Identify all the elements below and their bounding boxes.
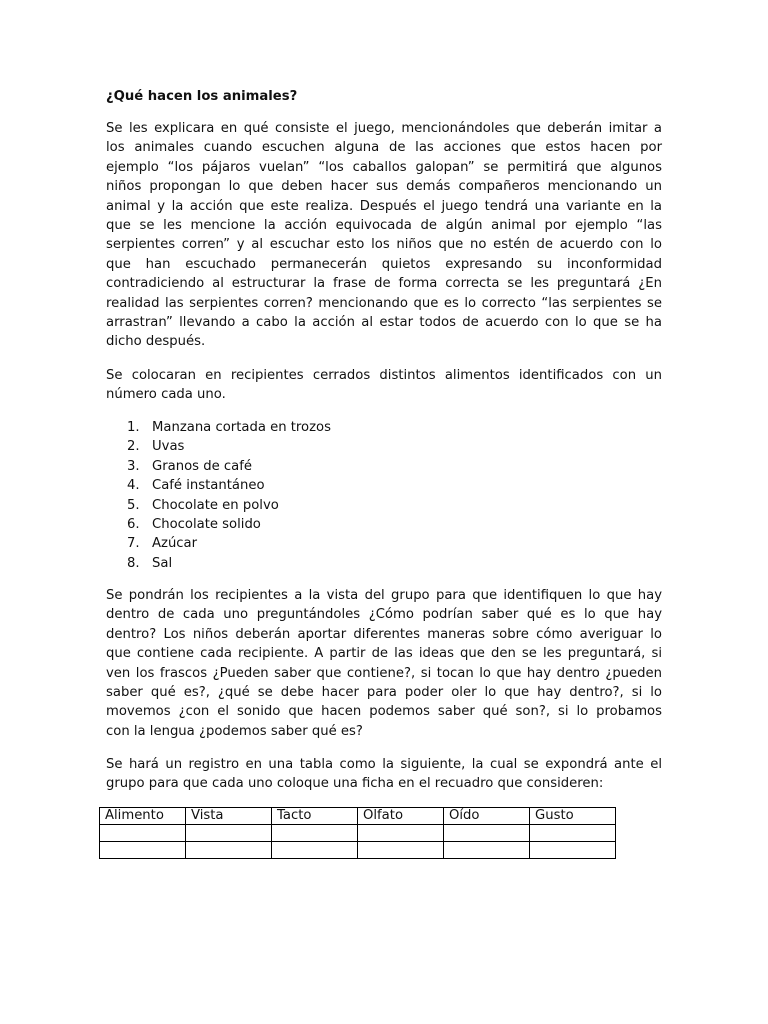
text-line: realidad las serpientes corren? mencionando que es lo correcto “las serpientes se	[106, 295, 662, 311]
table-cell	[358, 842, 444, 859]
table-cell	[444, 842, 530, 859]
text-line: animal y la acción que este realiza. Después el juego tendrá una variante en la	[106, 198, 662, 214]
table-row	[100, 825, 616, 842]
text-line: Se colocaran en recipientes cerrados distintos alimentos identificados con un	[106, 368, 662, 383]
table-cell	[358, 825, 444, 842]
list-item	[127, 554, 331, 573]
list-number: 4.	[127, 478, 140, 494]
text-line: grupo para que cada uno coloque una ficha en el recuadro que consideren:	[106, 776, 604, 792]
list-item	[127, 515, 331, 534]
text-line: Se pondrán los recipientes a la vista del grupo para que identifiquen lo que hay	[106, 588, 662, 603]
table-cell	[444, 825, 530, 842]
paragraph-identify	[106, 586, 662, 741]
text-line: Se hará un registro en una tabla como la siguiente, la cual se expondrá ante el	[106, 757, 662, 772]
list-text: Sal	[152, 555, 173, 571]
list-item	[127, 476, 331, 495]
table-header-cell: Tacto	[272, 808, 358, 825]
text-line: los animales cuando escuchen alguna de las acciones que estos hacen por	[106, 140, 662, 156]
table-cell	[530, 842, 616, 859]
list-number: 3.	[127, 458, 140, 474]
registry-table	[99, 807, 616, 859]
page-title: ¿Qué hacen los animales?	[106, 89, 298, 104]
table-header-row	[100, 808, 616, 825]
list-number: 8.	[127, 555, 140, 571]
list-item	[127, 418, 331, 437]
paragraph-register	[106, 755, 662, 794]
list-text: Chocolate solido	[152, 516, 261, 532]
table-cell	[530, 825, 616, 842]
list-item	[127, 457, 331, 476]
text-line: que se les mencione la acción equivocada de algún animal por ejemplo “las	[106, 217, 662, 233]
text-line: serpientes corren” y al escuchar esto los niños que no estén de acuerdo con lo	[106, 237, 662, 253]
list-number: 6.	[127, 516, 140, 532]
text-line: ven los frascos ¿Pueden saber que contiene?, si tocan lo que hay dentro ¿pueden	[106, 665, 662, 681]
list-item	[127, 437, 331, 456]
list-number: 1.	[127, 420, 140, 435]
list-text: Chocolate en polvo	[152, 497, 279, 513]
text-line: dicho después.	[106, 334, 206, 350]
list-number: 7.	[127, 536, 140, 552]
text-line: niños propongan lo que deben hacer sus demás compañeros mencionando un	[106, 179, 662, 195]
list-text: Café instantáneo	[152, 478, 265, 494]
list-text: Manzana cortada en trozos	[152, 420, 331, 435]
list-item	[127, 534, 331, 553]
text-line: dentro? Los niños deberán aportar diferentes maneras sobre cómo averiguar lo	[106, 626, 662, 642]
table-header-cell: Oído	[444, 808, 530, 825]
food-list	[127, 418, 331, 573]
table-header-cell: Gusto	[530, 808, 616, 825]
text-line: dentro de cada uno preguntándoles ¿Cómo podrían saber qué es lo que hay	[106, 607, 662, 623]
table-cell	[186, 825, 272, 842]
list-number: 5.	[127, 497, 140, 513]
text-line: arrastran” llevando a cabo la acción al estar todos de acuerdo con lo que se ha	[106, 314, 662, 330]
table-header-cell: Vista	[186, 808, 272, 825]
table-header-cell: Alimento	[100, 808, 186, 825]
text-line: con la lengua ¿podemos saber qué es?	[106, 723, 363, 739]
table-cell	[100, 825, 186, 842]
text-line: contradiciendo al estructurar la frase de forma correcta se les preguntará ¿En	[106, 276, 662, 292]
table-row	[100, 842, 616, 859]
table-cell	[186, 842, 272, 859]
table-cell	[100, 842, 186, 859]
paragraph-containers	[106, 366, 662, 405]
paragraph-game-explanation	[106, 119, 662, 352]
text-line: que contiene cada recipiente. A partir de las ideas que den se les preguntará, si	[106, 646, 662, 662]
table-header-cell: Olfato	[358, 808, 444, 825]
list-text: Azúcar	[152, 536, 198, 552]
list-item	[127, 496, 331, 515]
text-line: que han escuchado permanecerán quietos expresando su inconformidad	[106, 256, 662, 272]
text-line: saber qué es?, ¿qué se debe hacer para poder oler lo que hay dentro?, si lo	[106, 684, 662, 700]
text-line: Se les explicara en qué consiste el juego, mencionándoles que deberán imitar a	[106, 121, 662, 136]
list-number: 2.	[127, 439, 140, 455]
table-cell	[272, 842, 358, 859]
text-line: ejemplo “los pájaros vuelan” “los caballos galopan” se permitirá que algunos	[106, 159, 662, 175]
text-line: movemos ¿con el sonido que hacen podemos saber qué son?, si lo probamos	[106, 704, 662, 720]
list-text: Uvas	[152, 439, 185, 455]
list-text: Granos de café	[152, 458, 252, 474]
table-cell	[272, 825, 358, 842]
text-line: número cada uno.	[106, 387, 226, 403]
